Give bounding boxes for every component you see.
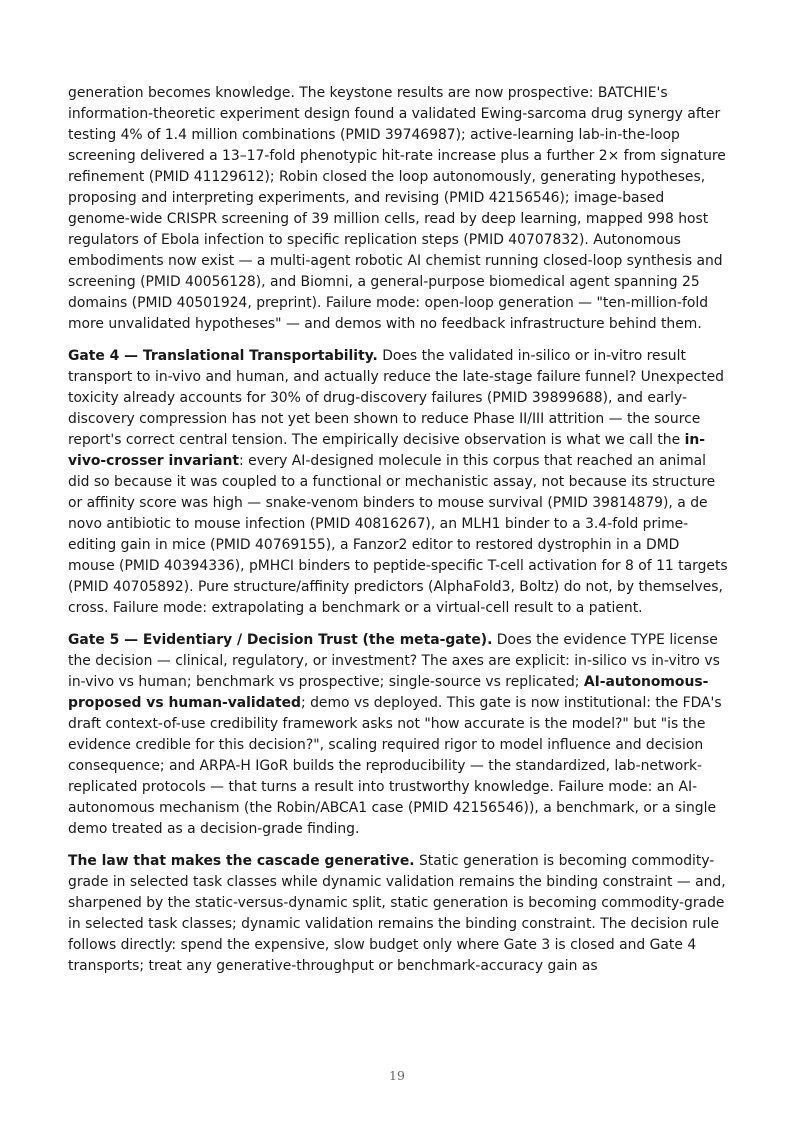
in-vivo-crosser-invariant-term: in-vivo-crosser invariant [68, 432, 705, 469]
paragraph-generation-knowledge [68, 83, 728, 335]
cascade-law-heading: The law that makes the cascade generative. [68, 853, 415, 869]
paragraph-gate-4 [68, 346, 728, 619]
paragraph-cascade-law [68, 851, 728, 977]
gate-5-text-part-1: Does the evidence TYPE license the decision — clinical, regulatory, or investment? The axes are explicit: in-silico vs in-vitro vs in-vivo vs human; benchmark vs prospective; single-source vs replicated; [68, 632, 720, 690]
gate-4-text-part-1: Does the validated in-silico or in-vitro result transport to in-vivo and human, and actually reduce the late-stage failure funnel? Unexpected toxicity already accounts for 30% of drug-discovery failures (PMID 39899688), and early-discovery compression has not yet been shown to reduce Phase II/III attrition — the source report's correct central tension. The empirically decisive observation is what we call the [68, 348, 724, 448]
cascade-law-text: Static generation is becoming commodity-grade in selected task classes while dynamic validation remains the binding constraint — and, sharpened by the static-versus-dynamic split, static generation is becoming commodity-grade in selected task classes; dynamic validation remains the binding constraint. The decision rule follows directly: spend the expensive, slow budget only where Gate 3 is closed and Gate 4 transports; treat any generative-throughput or benchmark-accuracy gain as [68, 853, 726, 974]
gate-4-text-part-2: : every AI-designed molecule in this corpus that reached an animal did so because it was coupled to a functional or mechanistic assay, not because its structure or affinity score was high — snake-venom binders to mouse survival (PMID 39814879), a de novo antibiotic to mouse infection (PMID 40816267), an MLH1 binder to a 3.4-fold prime-editing gain in mice (PMID 40769155), a Fanzor2 editor to restored dystrophin in a DMD mouse (PMID 40394336), pMHCI binders to peptide-specific T-cell activation for 8 of 11 targets (PMID 40705892). Pure structure/affinity predictors (AlphaFold3, Boltz) do not, by themselves, cross. Failure mode: extrapolating a benchmark or a virtual-cell result to a patient. [68, 453, 728, 616]
gate-4-heading: Gate 4 — Translational Transportability. [68, 348, 378, 364]
paragraph-gate-5 [68, 630, 728, 840]
ai-autonomous-vs-human-validated-term: AI-autonomous-proposed vs human-validated [68, 674, 709, 711]
gate-5-heading: Gate 5 — Evidentiary / Decision Trust (the meta-gate). [68, 632, 493, 648]
document-page-content [68, 83, 728, 988]
gate-5-text-part-2: ; demo vs deployed. This gate is now institutional: the FDA's draft context-of-use credibility framework asks not "how accurate is the model?" but "is the evidence credible for this decision?", scaling required rigor to model influence and decision consequence; and ARPA-H IGoR builds the reproducibility — the standardized, lab-network-replicated protocols — that turns a result into trustworthy knowledge. Failure mode: an AI-autonomous mechanism (the Robin/ABCA1 case (PMID 42156546)), a benchmark, or a single demo treated as a decision-grade finding. [68, 695, 722, 837]
paragraph-text: generation becomes knowledge. The keystone results are now prospective: BATCHIE's information-theoretic experiment design found a validated Ewing-sarcoma drug synergy after testing 4% of 1.4 million combinations (PMID 39746987); active-learning lab-in-the-loop screening delivered a 13–17-fold phenotypic hit-rate increase plus a further 2× from signature refinement (PMID 41129612); Robin closed the loop autonomously, generating hypotheses, proposing and interpreting experiments, and revising (PMID 42156546); image-based genome-wide CRISPR screening of 39 million cells, read by deep learning, mapped 998 host regulators of Ebola infection to specific replication steps (PMID 40707832). Autonomous embodiments now exist — a multi-agent robotic AI chemist running closed-loop synthesis and screening (PMID 40056128), and Biomni, a general-purpose biomedical agent spanning 25 domains (PMID 40501924, preprint). Failure mode: open-loop generation — "ten-million-fold more unvalidated hypotheses" — and demos with no feedback infrastructure behind them. [68, 85, 726, 332]
page-number: 19 [389, 1068, 405, 1083]
